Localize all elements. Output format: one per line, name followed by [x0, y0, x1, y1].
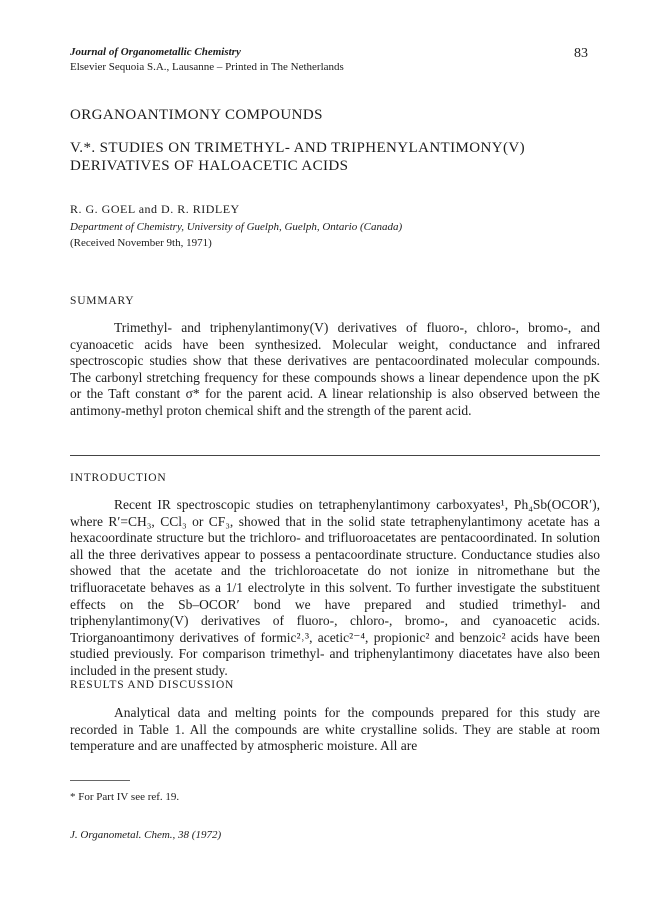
article-title-line-1: V.*. STUDIES ON TRIMETHYL- AND TRIPHENYLANTIMONY(V): [70, 140, 525, 156]
footnote-rule: [70, 780, 130, 781]
footer-citation: J. Organometal. Chem., 38 (1972): [70, 829, 222, 841]
results-section: [70, 705, 600, 755]
introduction-paragraph: Recent IR spectroscopic studies on tetraphenylantimony carboxyates¹, Ph₄Sb(OCOR′), where R′=CH₃, CCl₃ or CF₃, showed that in the solid state tetraphenylantimony acetate has a hexacoordinate structure but the trichloro- and trifluoroacetates are pentacoordinated. In solution all the three derivatives appear to possess a pentacoordinate structure. Conductance studies also showed that the acetate and the trichloroacetate do not ionize in nitromethane but the trifluoracetate behaves as a 1/1 electrolyte in this solvent. To further investigate the substituent effects on the Sb–OCOR′ bond we have prepared and studied trimethyl- and triphenylantimony(V) derivatives of fluoro-, chloro-, bromo-, and cyanoacetic acids. Triorganoantimony derivatives of formic²˒³, acetic²⁻⁴, propionic² and benzoic² acids have been studied previously. For comparison trimethyl- and triphenylantimony diacetates have also been included in the present study.: [70, 497, 600, 678]
introduction-heading: INTRODUCTION: [70, 472, 167, 484]
page-number: 83: [574, 46, 588, 61]
authors: R. G. GOEL and D. R. RIDLEY: [70, 202, 240, 216]
journal-name: Journal of Organometallic Chemistry: [70, 46, 241, 58]
article-title-line-2: DERIVATIVES OF HALOACETIC ACIDS: [70, 158, 349, 174]
results-heading: RESULTS AND DISCUSSION: [70, 679, 235, 691]
introduction-section: [70, 497, 600, 680]
results-paragraph: Analytical data and melting points for the compounds prepared for this study are recorded in Table 1. All the compounds are white crystalline solids. They are stable at room temperature and are unaffected by atmospheric moisture. All are: [70, 705, 600, 754]
series-title: ORGANOANTIMONY COMPOUNDS: [70, 107, 323, 123]
publisher-line: Elsevier Sequoia S.A., Lausanne – Printed in The Netherlands: [70, 61, 344, 73]
affiliation: Department of Chemistry, University of Guelph, Guelph, Ontario (Canada): [70, 221, 403, 233]
section-divider: [70, 455, 600, 456]
summary-heading: SUMMARY: [70, 295, 135, 307]
summary-section: [70, 320, 600, 420]
received-date: (Received November 9th, 1971): [70, 237, 212, 249]
summary-paragraph: Trimethyl- and triphenylantimony(V) derivatives of fluoro-, chloro-, bromo-, and cyanoacetic acids have been synthesized. Molecular weight, conductance and infrared spectroscopic studies show that these derivatives are pentacoordinated molecular compounds. The carbonyl stretching frequency for these compounds shows a linear dependence upon the pK or the Taft constant σ* for the parent acid. A linear relationship is also observed between the antimony-methyl proton chemical shift and the strength of the parent acid.: [70, 320, 600, 418]
footnote: * For Part IV see ref. 19.: [70, 791, 180, 803]
